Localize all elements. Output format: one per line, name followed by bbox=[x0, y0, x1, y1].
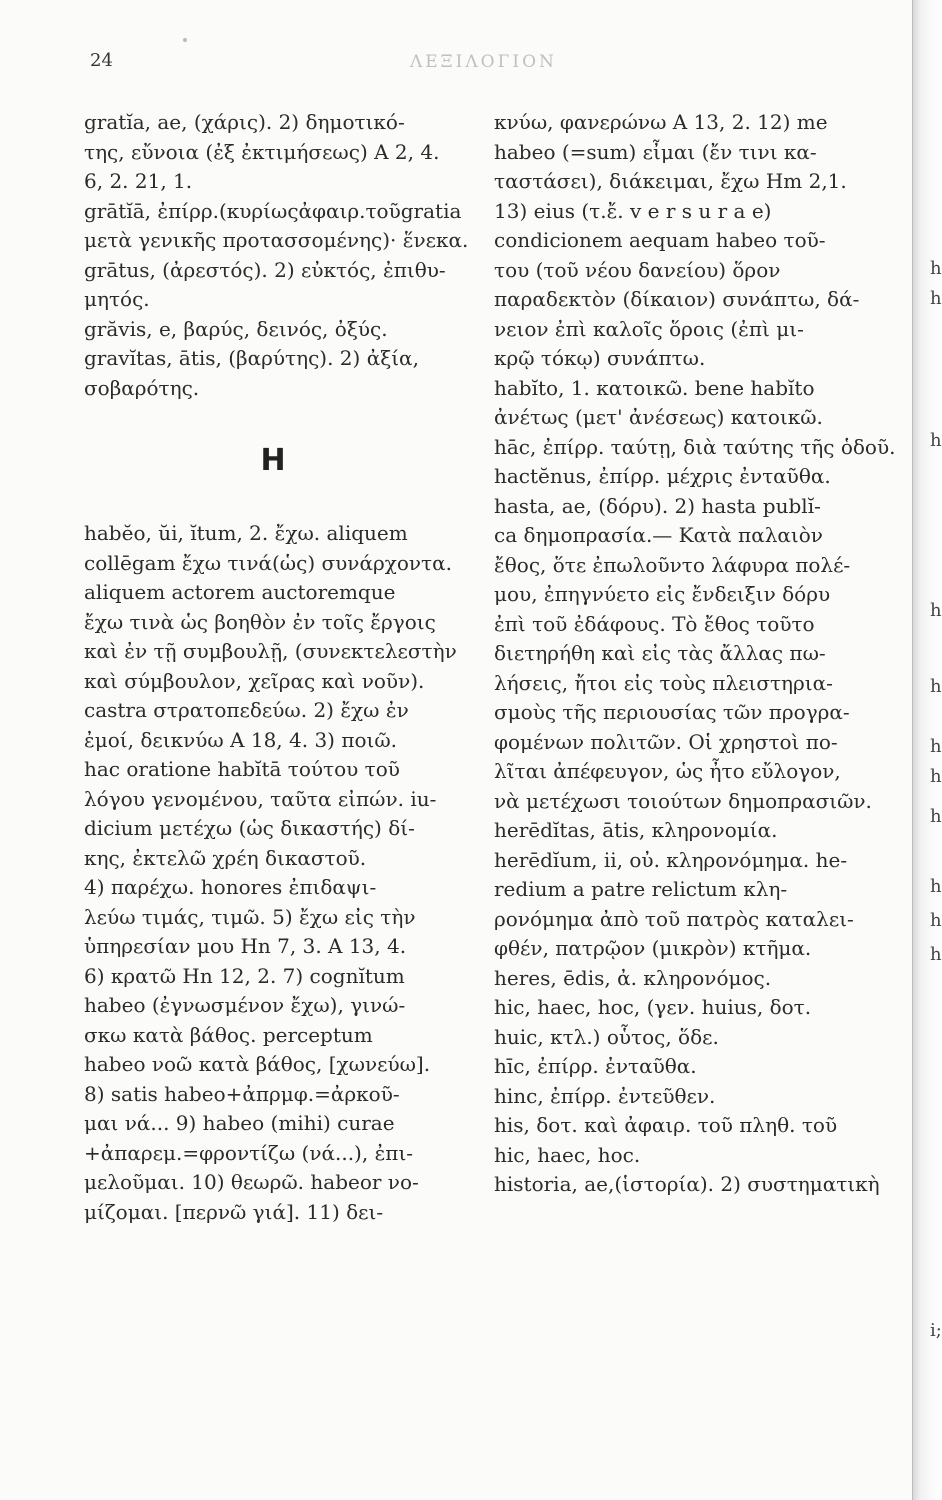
entry-line: λήσεις, ἤτοι εἰς τοὺς πλειστηρια- bbox=[494, 670, 833, 695]
entry-line: κης, ἐκτελῶ χρέη δικαστοῦ. bbox=[84, 845, 367, 870]
edge-letter: h bbox=[930, 430, 942, 451]
entry-line: ταστάσει), διάκειμαι, ἔχω Hm 2,1. bbox=[494, 169, 847, 193]
entry-line: ἐμοί, δεικνύω A 18, 4. 3) ποιῶ. bbox=[84, 727, 398, 752]
entry-line: hic, haec, hoc. bbox=[494, 1142, 641, 1167]
page-header bbox=[84, 46, 904, 78]
entry-line: της, εὔνοια (ἐξ ἐκτιμήσεως) A 2, 4. bbox=[84, 139, 440, 164]
entry-line: castra στρατοπεδεύω. 2) ἔχω ἐν bbox=[84, 698, 409, 722]
edge-letter: h bbox=[930, 676, 942, 697]
edge-letter: h bbox=[930, 736, 942, 757]
entry-line: grātĭā, ἐπίρρ.(κυρίωςἀφαιρ.τοῦgratia bbox=[84, 198, 462, 223]
entry-line: heres, ēdis, ἀ. κληρονόμος. bbox=[494, 965, 772, 990]
entry-line: ἀνέτως (μετ' ἀνέσεως) κατοικῶ. bbox=[494, 405, 823, 429]
entry-line: 6, 2. 21, 1. bbox=[84, 169, 193, 193]
entry-line: σοβαρότης. bbox=[84, 375, 200, 400]
entry-line: ἐπὶ τοῦ ἐδάφους. Τὸ ἔθος τοῦτο bbox=[494, 611, 815, 636]
entry-line: herēdĭum, ii, οὐ. κληρονόμημα. he- bbox=[494, 847, 848, 872]
entry-line: παραδεκτὸν (δίκαιον) συνάπτω, δά- bbox=[494, 287, 860, 311]
entry-line: herēdĭtas, ātis, κληρονομία. bbox=[494, 818, 778, 842]
edge-letter: h bbox=[930, 806, 942, 827]
entry-line: hinc, ἐπίρρ. ἐντεῦθεν. bbox=[494, 1083, 716, 1108]
entry-line: habĕo, ŭi, ĭtum, 2. ἔχω. aliquem bbox=[84, 521, 408, 545]
edge-letter: h bbox=[930, 944, 942, 965]
entry-line: ἔχω τινὰ ὡς βοηθὸν ἐν τοῖς ἔργοις bbox=[84, 609, 436, 634]
entry-line: 4) παρέχω. honores ἐπιδαψι- bbox=[84, 875, 377, 899]
entry-line: μελοῦμαι. 10) θεωρῶ. habeor νο- bbox=[84, 1170, 419, 1194]
entry-line: hasta, ae, (δόρυ). 2) hasta publĭ- bbox=[494, 493, 821, 518]
entry-line: habeo (ἐγνωσμένον ἔχω), γινώ- bbox=[84, 993, 406, 1017]
edge-letter: h bbox=[930, 258, 942, 279]
entry-line: +ἀπαρεμ.=φροντίζω (νά...), ἐπι- bbox=[84, 1140, 414, 1165]
right-column bbox=[494, 108, 894, 1200]
entry-line: καὶ ἐν τῇ συμβουλῇ, (συνεκτελεστὴν bbox=[84, 639, 457, 663]
entry-line: λόγου γενομένου, ταῦτα εἰπών. iu- bbox=[84, 786, 437, 811]
entry-line: μίζομαι. [περνῶ γιά]. 11) δει- bbox=[84, 1199, 384, 1224]
entry-line: habĭto, 1. κατοικῶ. bene habĭto bbox=[494, 375, 815, 400]
entry-line: του (τοῦ νέου δανείου) ὅρον bbox=[494, 257, 781, 282]
entry-line: hic, haec, hoc, (γεν. huius, δοτ. bbox=[494, 995, 812, 1019]
entry-line: καὶ σύμβουλον, χεῖρας καὶ νοῦν). bbox=[84, 668, 425, 693]
edge-letter: h bbox=[930, 910, 942, 931]
entry-line: νὰ μετέχωσι τοιούτων δημοπρασιῶν. bbox=[494, 788, 872, 813]
edge-letter: h bbox=[930, 766, 942, 787]
spacer bbox=[84, 486, 462, 519]
entry-line: historia, ae,(ἱστορία). 2) συστηματικὴ bbox=[494, 1172, 880, 1196]
entry-line: φθέν, πατρῷον (μικρὸν) κτῆμα. bbox=[494, 936, 812, 960]
left-column bbox=[84, 108, 469, 1227]
entry-line: huic, κτλ.) οὗτος, ὅδε. bbox=[494, 1024, 719, 1049]
entry-line: gravĭtas, ātis, (βαρύτης). 2) ἀξία, bbox=[84, 346, 419, 370]
entry-line: hac oratione habĭtā τούτου τοῦ bbox=[84, 757, 400, 781]
entry-line: μου, ἐπηγνύετο εἰς ἔνδειξιν δόρυ bbox=[494, 582, 831, 606]
entry-line: κνύω, φανερώνω A 13, 2. 12) me bbox=[494, 110, 828, 134]
entry-line: condicionem aequam habeo τοῦ- bbox=[494, 228, 826, 252]
edge-letter: h bbox=[930, 876, 942, 897]
entry-line: σμοὺς τῆς περιουσίας τῶν προγρα- bbox=[494, 700, 850, 724]
entry-line: hactĕnus, ἐπίρρ. μέχρις ἐνταῦθα. bbox=[494, 464, 831, 488]
entry-line: διετηρήθη καὶ εἰς τὰς ἄλλας πω- bbox=[494, 641, 826, 665]
entry-line: hīc, ἐπίρρ. ἐνταῦθα. bbox=[494, 1054, 697, 1078]
entry-line: 8) satis habeo+ἀπρμφ.=ἀρκοῦ- bbox=[84, 1081, 400, 1106]
entry-line: ca δημοπρασία.— Κατὰ παλαιὸν bbox=[494, 523, 823, 547]
entry-line: λῖται ἀπέφευγον, ὡς ἦτο εὔλογον, bbox=[494, 759, 841, 783]
entry-line: aliquem actorem auctoremque bbox=[84, 580, 396, 604]
entry-line: grăvis, e, βαρύς, δεινός, ὀξύς. bbox=[84, 316, 388, 341]
spacer bbox=[84, 403, 462, 436]
entry-line: μετὰ γενικῆς προτασσομένης)· ἕνεκα. bbox=[84, 228, 469, 252]
entry-line: λεύω τιμάς, τιμῶ. 5) ἔχω εἰς τὴν bbox=[84, 904, 416, 929]
entry-line: σκω κατὰ βάθος. perceptum bbox=[84, 1022, 373, 1047]
entry-line: ἔθος, ὅτε ἐπωλοῦντο λάφυρα πολέ- bbox=[494, 552, 851, 577]
edge-letter: h bbox=[930, 600, 942, 621]
entry-line: μαι νά... 9) habeo (mihi) curae bbox=[84, 1111, 395, 1135]
section-letter-heading: H bbox=[260, 443, 286, 478]
entry-line: νειον ἐπὶ καλοῖς ὅροις (ἐπὶ μι- bbox=[494, 316, 804, 341]
entry-line: ὑπηρεσίαν μου Hn 7, 3. A 13, 4. bbox=[84, 934, 407, 958]
entry-line: gratĭa, ae, (χάρις). 2) δημοτικό- bbox=[84, 110, 405, 134]
entry-line: collēgam ἔχω τινά(ὡς) συνάρχοντα. bbox=[84, 550, 452, 575]
entry-line: his, δοτ. καὶ ἀφαιρ. τοῦ πληθ. τοῦ bbox=[494, 1113, 838, 1137]
ink-speck bbox=[183, 38, 187, 42]
entry-line: 13) eius (τ.ἔ. v e r s u r a e) bbox=[494, 198, 772, 223]
entry-line: habeo νοῶ κατὰ βάθος, [χωνεύω]. bbox=[84, 1052, 431, 1076]
entry-line: dicium μετέχω (ὡς δικαστής) δί- bbox=[84, 816, 415, 840]
entry-line: κρῷ τόκῳ) συνάπτω. bbox=[494, 346, 706, 370]
page-number: 24 bbox=[90, 50, 113, 71]
entry-line: habeo (=sum) εἶμαι (ἔν τινι κα- bbox=[494, 139, 817, 164]
edge-letter: i; bbox=[930, 1320, 942, 1341]
entry-line: redium a patre relictum κλη- bbox=[494, 877, 788, 901]
entry-line: μητός. bbox=[84, 287, 150, 311]
entry-line: grātus, (ἀρεστός). 2) εὐκτός, ἐπιθυ- bbox=[84, 257, 446, 282]
entry-line: φομένων πολιτῶν. Οἱ χρηστοὶ πο- bbox=[494, 729, 838, 754]
entry-line: 6) κρατῶ Hn 12, 2. 7) cognĭtum bbox=[84, 963, 405, 988]
entry-line: ρονόμημα ἀπὸ τοῦ πατρὸς καταλει- bbox=[494, 906, 854, 931]
entry-line: hāc, ἐπίρρ. ταύτῃ, διὰ ταύτης τῆς ὁδοῦ. bbox=[494, 434, 896, 459]
edge-letter: h bbox=[930, 288, 942, 309]
running-head: ΛΕΞΙΛΟΓΙΟΝ bbox=[410, 52, 557, 72]
